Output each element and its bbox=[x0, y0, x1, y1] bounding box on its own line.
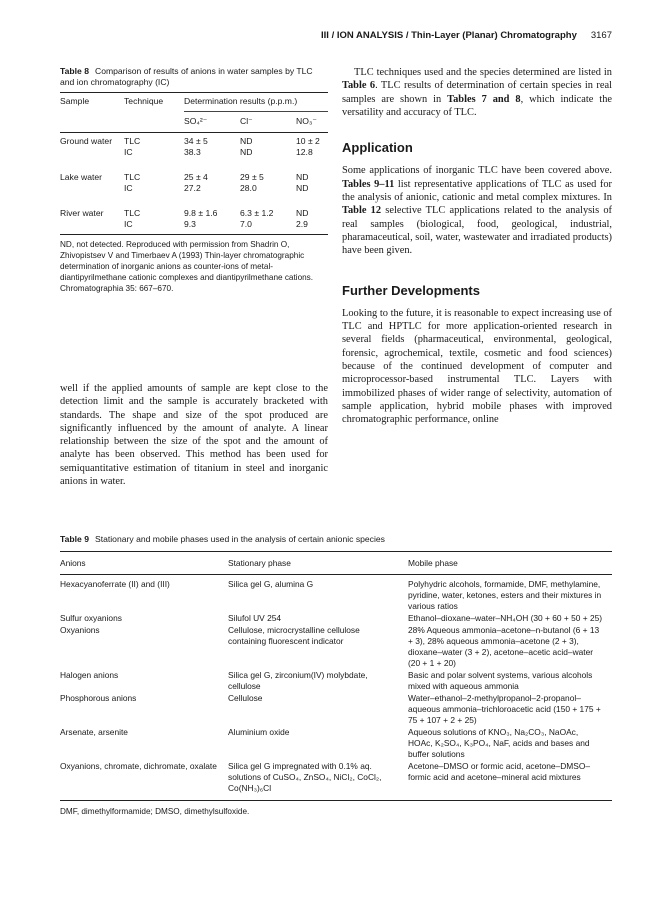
table-cell-sample: Lake water bbox=[60, 172, 103, 182]
col-technique: Technique bbox=[124, 96, 164, 106]
table-cell-tech: TLC bbox=[124, 208, 141, 218]
col-sample: Sample bbox=[60, 96, 90, 106]
further-paragraph: Looking to the future, it is reasonable to expect increasing use of TLC and HPTLC for more application-oriented research in several fields (pharmaceutical, environmental, geological, forensic, agrochemical, textile, cosmetic and food sciences) because of the continued development of computer and microprocessor-based instrumental TLC. Layers with immobilized phases of wider range of selectivity, automation of sample application, hybrid mobile phases with improved chromatographic performance, online bbox=[342, 307, 612, 426]
table-cell-cl: 6.3 ± 1.2 bbox=[240, 208, 274, 218]
table-row bbox=[60, 727, 612, 760]
table-9-caption bbox=[60, 534, 612, 545]
table-cell-cl: 28.0 bbox=[240, 183, 257, 193]
table-row bbox=[60, 693, 612, 726]
table-8-subheader-row bbox=[60, 116, 328, 127]
table-8-header-row bbox=[60, 96, 328, 107]
left-column bbox=[60, 382, 328, 488]
table-cell-sample: Ground water bbox=[60, 136, 113, 146]
table-cell-anions: Oxyanions, chromate, dichromate, oxalate bbox=[60, 761, 217, 771]
table-9-caption-text: Stationary and mobile phases used in the analysis of certain anionic species bbox=[94, 534, 385, 544]
table-cell-tech: IC bbox=[124, 147, 133, 157]
table-9-label: Table 9 bbox=[60, 534, 89, 544]
table-8-label: Table 8 bbox=[60, 66, 89, 76]
table-row bbox=[60, 219, 328, 230]
table-cell-stationary: Silica gel G impregnated with 0.1% aq. solutions of CuSO₄, ZnSO₄, NiCl₂, CoCl₂, Co(NH₃)₆Cl bbox=[228, 761, 382, 793]
table-row bbox=[60, 136, 328, 147]
running-header bbox=[60, 30, 612, 41]
ref-tables-7-8: Tables 7 and 8 bbox=[447, 93, 521, 105]
col-mobile: Mobile phase bbox=[408, 558, 458, 568]
table-cell-anions: Phosphorous anions bbox=[60, 693, 137, 703]
table-9-header-row bbox=[60, 558, 612, 568]
table-9-footnote: DMF, dimethylformamide; DMSO, dimethylsulfoxide. bbox=[60, 807, 250, 816]
col-so4: SO₄²⁻ bbox=[184, 116, 208, 126]
table-cell-anions: Halogen anions bbox=[60, 670, 119, 680]
table-cell-sample: River water bbox=[60, 208, 104, 218]
col-results: Determination results (p.p.m.) bbox=[184, 96, 298, 106]
table-cell-anions: Arsenate, arsenite bbox=[60, 727, 128, 737]
table-cell-so4: 34 ± 5 bbox=[184, 136, 208, 146]
table-cell-cl: ND bbox=[240, 136, 253, 146]
page-number: 3167 bbox=[590, 30, 612, 41]
col-cl: Cl⁻ bbox=[240, 116, 253, 126]
table-cell-mobile: 28% Aqueous ammonia–acetone–n-butanol (6 + 13 + 3), 28% aqueous ammonia–acetone (2 + 3), dioxane–water (3 + 2), acetone–acetic acid–water (20 + 1 + 20) bbox=[408, 625, 600, 668]
table-row bbox=[60, 147, 328, 158]
table-cell-tech: TLC bbox=[124, 136, 141, 146]
table-cell-cl: ND bbox=[240, 147, 253, 157]
table-cell-stationary: Silufol UV 254 bbox=[228, 613, 282, 623]
col-anions: Anions bbox=[60, 558, 86, 568]
table-cell-cl: 29 ± 5 bbox=[240, 172, 264, 182]
running-title: III / ION ANALYSIS / Thin-Layer (Planar) Chromatography bbox=[321, 30, 577, 41]
application-paragraph: Some applications of inorganic TLC have been covered above. Tables 9–11 list representative applications of TLC as used for the analysis of anionic, cationic and metal complex mixtures. In Table 12 selective TLC applications related to the analysis of real samples (biological, food, geological, industrial, pharamaceutical, soil, water, wastewater and irradiated products) have been given. bbox=[342, 165, 612, 257]
table-cell-stationary: Cellulose, microcrystalline cellulose containing fluorescent indicator bbox=[228, 625, 360, 646]
table-cell-so4: 9.8 ± 1.6 bbox=[184, 208, 218, 218]
table-cell-mobile: Ethanol–dioxane–water–NH₄OH (30 + 60 + 50 + 25) bbox=[408, 613, 603, 623]
ref-table-6: Table 6 bbox=[342, 80, 376, 92]
table-row bbox=[60, 579, 612, 612]
left-paragraph: well if the applied amounts of sample are kept close to the detection limit and the sample is accurately bracketed with standards. The shape and size of the spot produced are significantly influenced by the amount of analyte. A linear relationship between the size of the spot and the amount of analyte has been observed. This method has been used for semiquantitative estimation of titanium in steel and inorganic anions in water. bbox=[60, 383, 328, 488]
table-cell-so4: 9.3 bbox=[184, 219, 196, 229]
table-cell-no3: 10 ± 2 bbox=[296, 136, 320, 146]
table-cell-no3: 2.9 bbox=[296, 219, 308, 229]
table-row bbox=[60, 625, 612, 669]
table-cell-cl: 7.0 bbox=[240, 219, 252, 229]
table-cell-stationary: Aluminium oxide bbox=[228, 727, 290, 737]
ref-tables-9-11: Tables 9–11 bbox=[342, 178, 395, 190]
table-cell-stationary: Silica gel G, zirconium(IV) molybdate, cellulose bbox=[228, 670, 368, 691]
table-8-footnote: ND, not detected. Reproduced with permission from Shadrin O, Zhivopistsev V and Timerbaev A (1993) Thin-layer chromatographic determination of inorganic anions as counter-ions of metal-diantipyrilmethane cationic complexes and diantipyrilmethane cations. Chromatographia 35: 667–670. bbox=[60, 240, 314, 293]
table-row bbox=[60, 670, 612, 692]
table-cell-mobile: Water–ethanol–2-methylpropanol–2-propanol–aqueous ammonia–trichloroacetic acid (150 + 175 + 75 + 107 + 2 + 25) bbox=[408, 693, 601, 725]
table-cell-no3: ND bbox=[296, 172, 309, 182]
table-cell-mobile: Acetone–DMSO or formic acid, acetone–DMSO–formic acid and acetone–mineral acid mixtures bbox=[408, 761, 591, 782]
table-9 bbox=[60, 534, 612, 816]
table-row bbox=[60, 183, 328, 194]
table-row bbox=[60, 208, 328, 219]
table-cell-no3: ND bbox=[296, 208, 309, 218]
table-cell-mobile: Aqueous solutions of KNO₃, Na₂CO₃, NaOAc, HOAc, K₂SO₄, K₃PO₄, NaF, acids and bases and buffer solutions bbox=[408, 727, 590, 759]
table-cell-tech: IC bbox=[124, 183, 133, 193]
col-no3: NO₃⁻ bbox=[296, 116, 317, 126]
table-cell-anions: Oxyanions bbox=[60, 625, 100, 635]
table-row bbox=[60, 613, 612, 624]
table-cell-stationary: Cellulose bbox=[228, 693, 263, 703]
heading-further-developments: Further Developments bbox=[342, 282, 480, 298]
table-8-caption-text: Comparison of results of anions in water samples by TLC and ion chromatography (IC) bbox=[60, 66, 313, 87]
table-cell-so4: 38.3 bbox=[184, 147, 201, 157]
intro-paragraph: TLC techniques used and the species determined are listed in Table 6. TLC results of determination of certain species in real samples are shown in Tables 7 and 8, which indicate the versatility and accuracy of TLC. bbox=[342, 67, 613, 118]
table-cell-so4: 27.2 bbox=[184, 183, 201, 193]
table-cell-no3: 12.8 bbox=[296, 147, 313, 157]
table-row bbox=[60, 172, 328, 183]
table-cell-anions: Hexacyanoferrate (II) and (III) bbox=[60, 579, 170, 589]
table-8-caption bbox=[60, 66, 328, 88]
table-cell-so4: 25 ± 4 bbox=[184, 172, 208, 182]
right-column bbox=[342, 66, 612, 427]
table-cell-mobile: Basic and polar solvent systems, various alcohols mixed with aqueous ammonia bbox=[408, 670, 593, 691]
table-cell-tech: IC bbox=[124, 219, 133, 229]
table-cell-no3: ND bbox=[296, 183, 309, 193]
heading-application: Application bbox=[342, 140, 413, 156]
col-stationary: Stationary phase bbox=[228, 558, 291, 568]
table-row bbox=[60, 761, 612, 794]
table-cell-mobile: Polyhydric alcohols, formamide, DMF, methylamine, pyridine, water, ketones, esters and their mixtures in various ratios bbox=[408, 579, 602, 611]
table-8 bbox=[60, 66, 328, 294]
ref-table-12: Table 12 bbox=[342, 205, 382, 217]
table-cell-anions: Sulfur oxyanions bbox=[60, 613, 122, 623]
table-cell-tech: TLC bbox=[124, 172, 141, 182]
table-cell-stationary: Silica gel G, alumina G bbox=[228, 579, 314, 589]
